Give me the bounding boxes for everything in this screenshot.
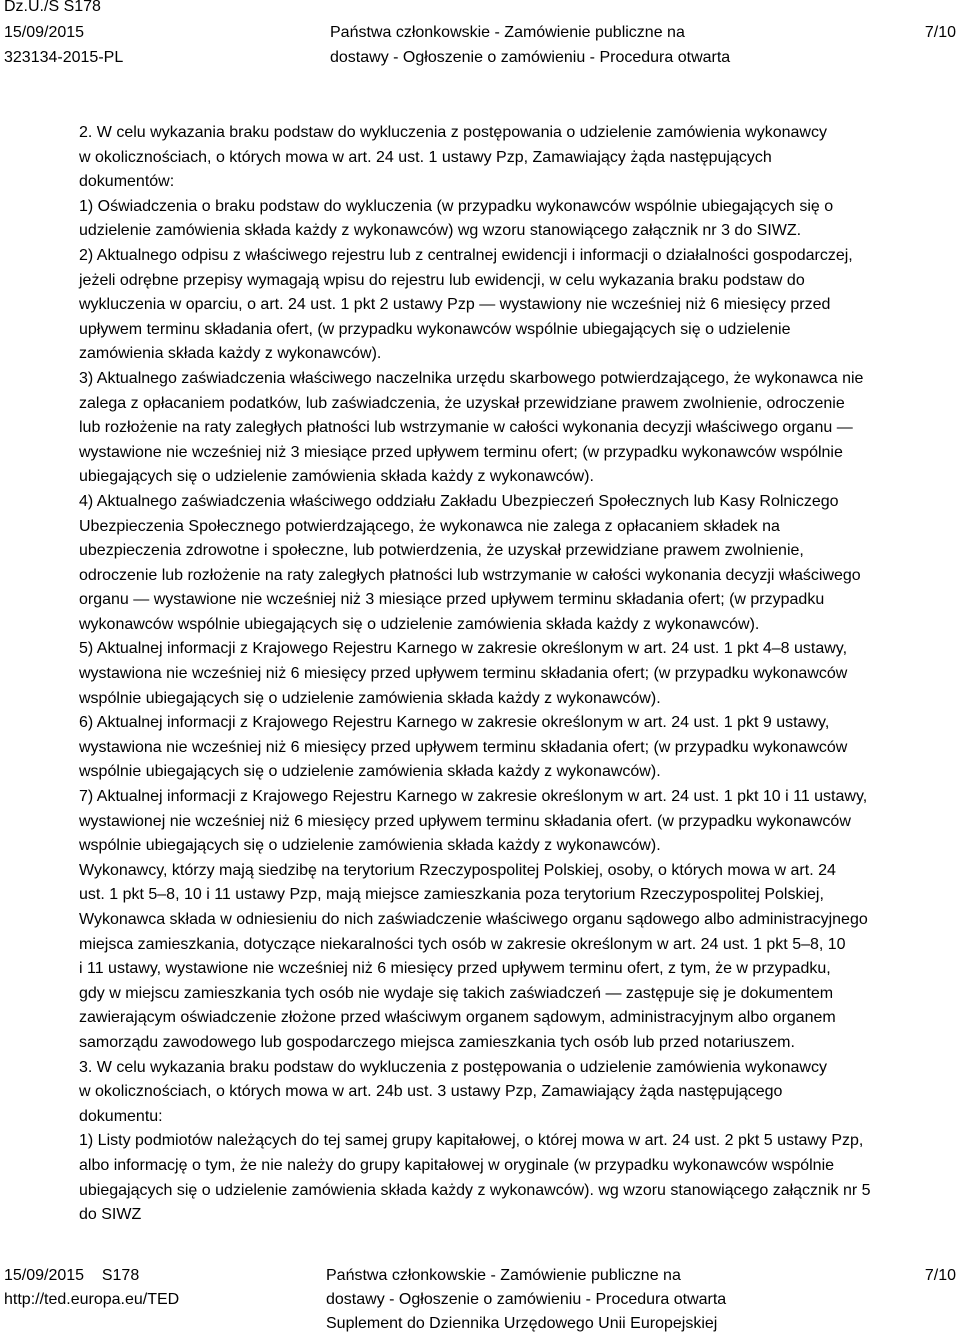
body-line: w okolicznościach, o których mowa w art. 24 ust. 1 ustawy Pzp, Zamawiający żąda następujących bbox=[79, 148, 772, 166]
body-line: gdy w miejscu zamieszkania tych osób nie wydaje się takich zaświadczeń — zastępuje się je dokumentem bbox=[79, 984, 834, 1002]
body-line: odroczenie lub rozłożenie na raty zaległych płatności lub wstrzymanie w całości wykonania decyzji właściwego bbox=[79, 566, 861, 584]
notice-id: 323134-2015-PL bbox=[4, 49, 124, 66]
body-line: 3. W celu wykazania braku podstaw do wykluczenia z postępowania o udzielenie zamówienia wykonawcy bbox=[79, 1058, 827, 1076]
body-line: 2) Aktualnego odpisu z właściwego rejestru lub z centralnej ewidencji i informacji o działalności gospodarczej, bbox=[79, 246, 853, 264]
body-line: w okolicznościach, o których mowa w art. 24b ust. 3 ustawy Pzp, Zamawiający żąda następującego bbox=[79, 1083, 783, 1101]
body-line: 6) Aktualnej informacji z Krajowego Rejestru Karnego w zakresie określonym w art. 24 ust. 1 pkt 9 ustawy, bbox=[79, 714, 830, 732]
body-line: Wykonawca składa w odniesieniu do nich zaświadczenie właściwego organu sądowego albo administracyjnego bbox=[79, 911, 868, 928]
body-line: lub rozłożenie na raty zaległych płatności lub wstrzymanie w całości wykonania decyzji właściwego organu — bbox=[79, 419, 853, 437]
header-page-number: 7/10 bbox=[924, 24, 956, 41]
footer-date bbox=[4, 1266, 139, 1286]
body-line: upływem terminu składania ofert, (w przypadku wykonawców wspólnie ubiegających się o udzielenie bbox=[79, 320, 791, 338]
body-line: wspólnie ubiegających się o udzielenie zamówienia składa każdy z wykonawców). bbox=[79, 763, 661, 781]
body-line: miejsca zamieszkania, dotyczące niekaralności tych osób w zakresie określonym w art. 24 ust. 1 pkt 5–8, 10 bbox=[79, 935, 846, 953]
header-title-line1: Państwa członkowskie - Zamówienie publiczne na bbox=[330, 24, 685, 41]
body-line: Wykonawcy, którzy mają siedzibę na terytorium Rzeczypospolitej Polskiej, osoby, o których mowa w art. 24 bbox=[79, 861, 836, 879]
doc-reference: Dz.U./S S178 bbox=[4, 0, 101, 15]
body-line: zawierającym oświadczenie złożone przed właściwym organem sądowym, administracyjnym albo organem bbox=[79, 1009, 836, 1027]
body-line: 1) Listy podmiotów należących do tej samej grupy kapitałowej, o której mowa w art. 24 ust. 2 pkt 5 ustawy Pzp, bbox=[79, 1132, 864, 1150]
body-line: 1) Oświadczenia o braku podstaw do wykluczenia (w przypadku wykonawców wspólnie ubiegających się o bbox=[79, 197, 834, 215]
body-line: 4) Aktualnego zaświadczenia właściwego oddziału Zakładu Ubezpieczeń Społecznych lub Kasy Rolniczego bbox=[79, 492, 839, 510]
body-line: 3) Aktualnego zaświadczenia właściwego naczelnika urzędu skarbowego potwierdzającego, że wykonawca nie bbox=[79, 369, 864, 387]
body-line: i 11 ustawy, wystawione nie wcześniej niż 6 miesięcy przed upływem terminu ofert, z tym, że w przypadku, bbox=[79, 960, 831, 978]
body-line: wystawiona nie wcześniej niż 6 miesięcy przed upływem terminu składania ofert; (w przypadku wykonawców bbox=[79, 738, 848, 756]
body-line: wykluczenia w oparciu, o art. 24 ust. 1 pkt 2 ustawy Pzp — wystawiony nie wcześniej niż 6 miesięcy przed bbox=[79, 296, 831, 314]
footer-title-line3: Suplement do Dziennika Urzędowego Unii Europejskiej bbox=[326, 1315, 718, 1332]
body-line: wystawione nie wcześniej niż 3 miesiące przed upływem terminu ofert; (w przypadku wykonawców wspólnie bbox=[79, 443, 843, 461]
document-body bbox=[79, 121, 951, 1228]
body-line: ubezpieczenia zdrowotne i społeczne, lub potwierdzenia, że uzyskał przewidziane prawem zwolnienie, bbox=[79, 542, 804, 560]
body-line: 5) Aktualnej informacji z Krajowego Rejestru Karnego w zakresie określonym w art. 24 ust. 1 pkt 4–8 ustawy, bbox=[79, 640, 848, 658]
footer-date-value: 15/09/2015 bbox=[4, 1267, 85, 1284]
body-line: jeżeli odrębne przepisy wymagają wpisu do rejestru lub ewidencji, w celu wykazania braku podstaw do bbox=[79, 271, 805, 289]
body-line: wystawiona nie wcześniej niż 6 miesięcy przed upływem terminu składania ofert; (w przypadku wykonawców bbox=[79, 665, 848, 683]
footer-url: http://ted.europa.eu/TED bbox=[4, 1291, 180, 1308]
footer-series: S178 bbox=[101, 1267, 140, 1284]
body-line: Ubezpieczenia Społecznego potwierdzającego, że wykonawca nie zalega z opłacaniem składek na bbox=[79, 517, 780, 535]
body-line: wykonawców wspólnie ubiegających się o udzielenie zamówienia składa każdy z wykonawców). bbox=[79, 615, 760, 633]
body-line: 7) Aktualnej informacji z Krajowego Rejestru Karnego w zakresie określonym w art. 24 ust. 1 pkt 10 i 11 ustawy, bbox=[79, 788, 868, 806]
body-line: samorządu zawodowego lub gospodarczego miejsca zamieszkania tych osób lub przed notariuszem. bbox=[79, 1033, 795, 1051]
body-line: wspólnie ubiegających się o udzielenie zamówienia składa każdy z wykonawców). bbox=[79, 689, 661, 707]
footer-page-number: 7/10 bbox=[924, 1267, 956, 1284]
body-line: zamówienia składa każdy z wykonawców). bbox=[79, 345, 382, 363]
body-line: ust. 1 pkt 5–8, 10 i 11 ustawy Pzp, mają miejsce zamieszkania poza terytorium Rzeczypospolitej Polskiej, bbox=[79, 886, 824, 904]
body-line: zalega z opłacaniem podatków, lub zaświadczenia, że uzyskał przewidziane prawem zwolnienie, odroczenie bbox=[79, 394, 845, 412]
header-title-line2: dostawy - Ogłoszenie o zamówieniu - Procedura otwarta bbox=[330, 49, 731, 66]
body-line: 2. W celu wykazania braku podstaw do wykluczenia z postępowania o udzielenie zamówienia wykonawcy bbox=[79, 124, 827, 141]
body-line: wystawionej nie wcześniej niż 6 miesięcy przed upływem terminu składania ofert. (w przypadku wykonawców bbox=[79, 812, 851, 830]
body-line: ubiegających się o udzielenie zamówienia składa każdy z wykonawców). wg wzoru stanowiącego załącznik nr 5 bbox=[79, 1181, 871, 1199]
body-line: organu — wystawione nie wcześniej niż 3 miesiące przed upływem terminu składania ofert; (w przypadku bbox=[79, 591, 825, 609]
body-line: dokumentów: bbox=[79, 173, 175, 191]
body-line: ubiegających się o udzielenie zamówienia składa każdy z wykonawców). bbox=[79, 468, 594, 486]
footer-title-line2: dostawy - Ogłoszenie o zamówieniu - Procedura otwarta bbox=[326, 1291, 727, 1308]
header-date: 15/09/2015 bbox=[4, 24, 85, 41]
footer-title-line1: Państwa członkowskie - Zamówienie publiczne na bbox=[326, 1267, 681, 1284]
body-line: wspólnie ubiegających się o udzielenie zamówienia składa każdy z wykonawców). bbox=[79, 837, 661, 855]
body-line: albo informację o tym, że nie należy do grupy kapitałowej w oryginale (w przypadku wykonawców wspólnie bbox=[79, 1156, 835, 1174]
body-line: dokumentu: bbox=[79, 1107, 163, 1125]
body-line: do SIWZ bbox=[79, 1206, 142, 1224]
body-line: udzielenie zamówienia składa każdy z wykonawców) wg wzoru stanowiącego załącznik nr 3 do SIWZ. bbox=[79, 222, 802, 240]
